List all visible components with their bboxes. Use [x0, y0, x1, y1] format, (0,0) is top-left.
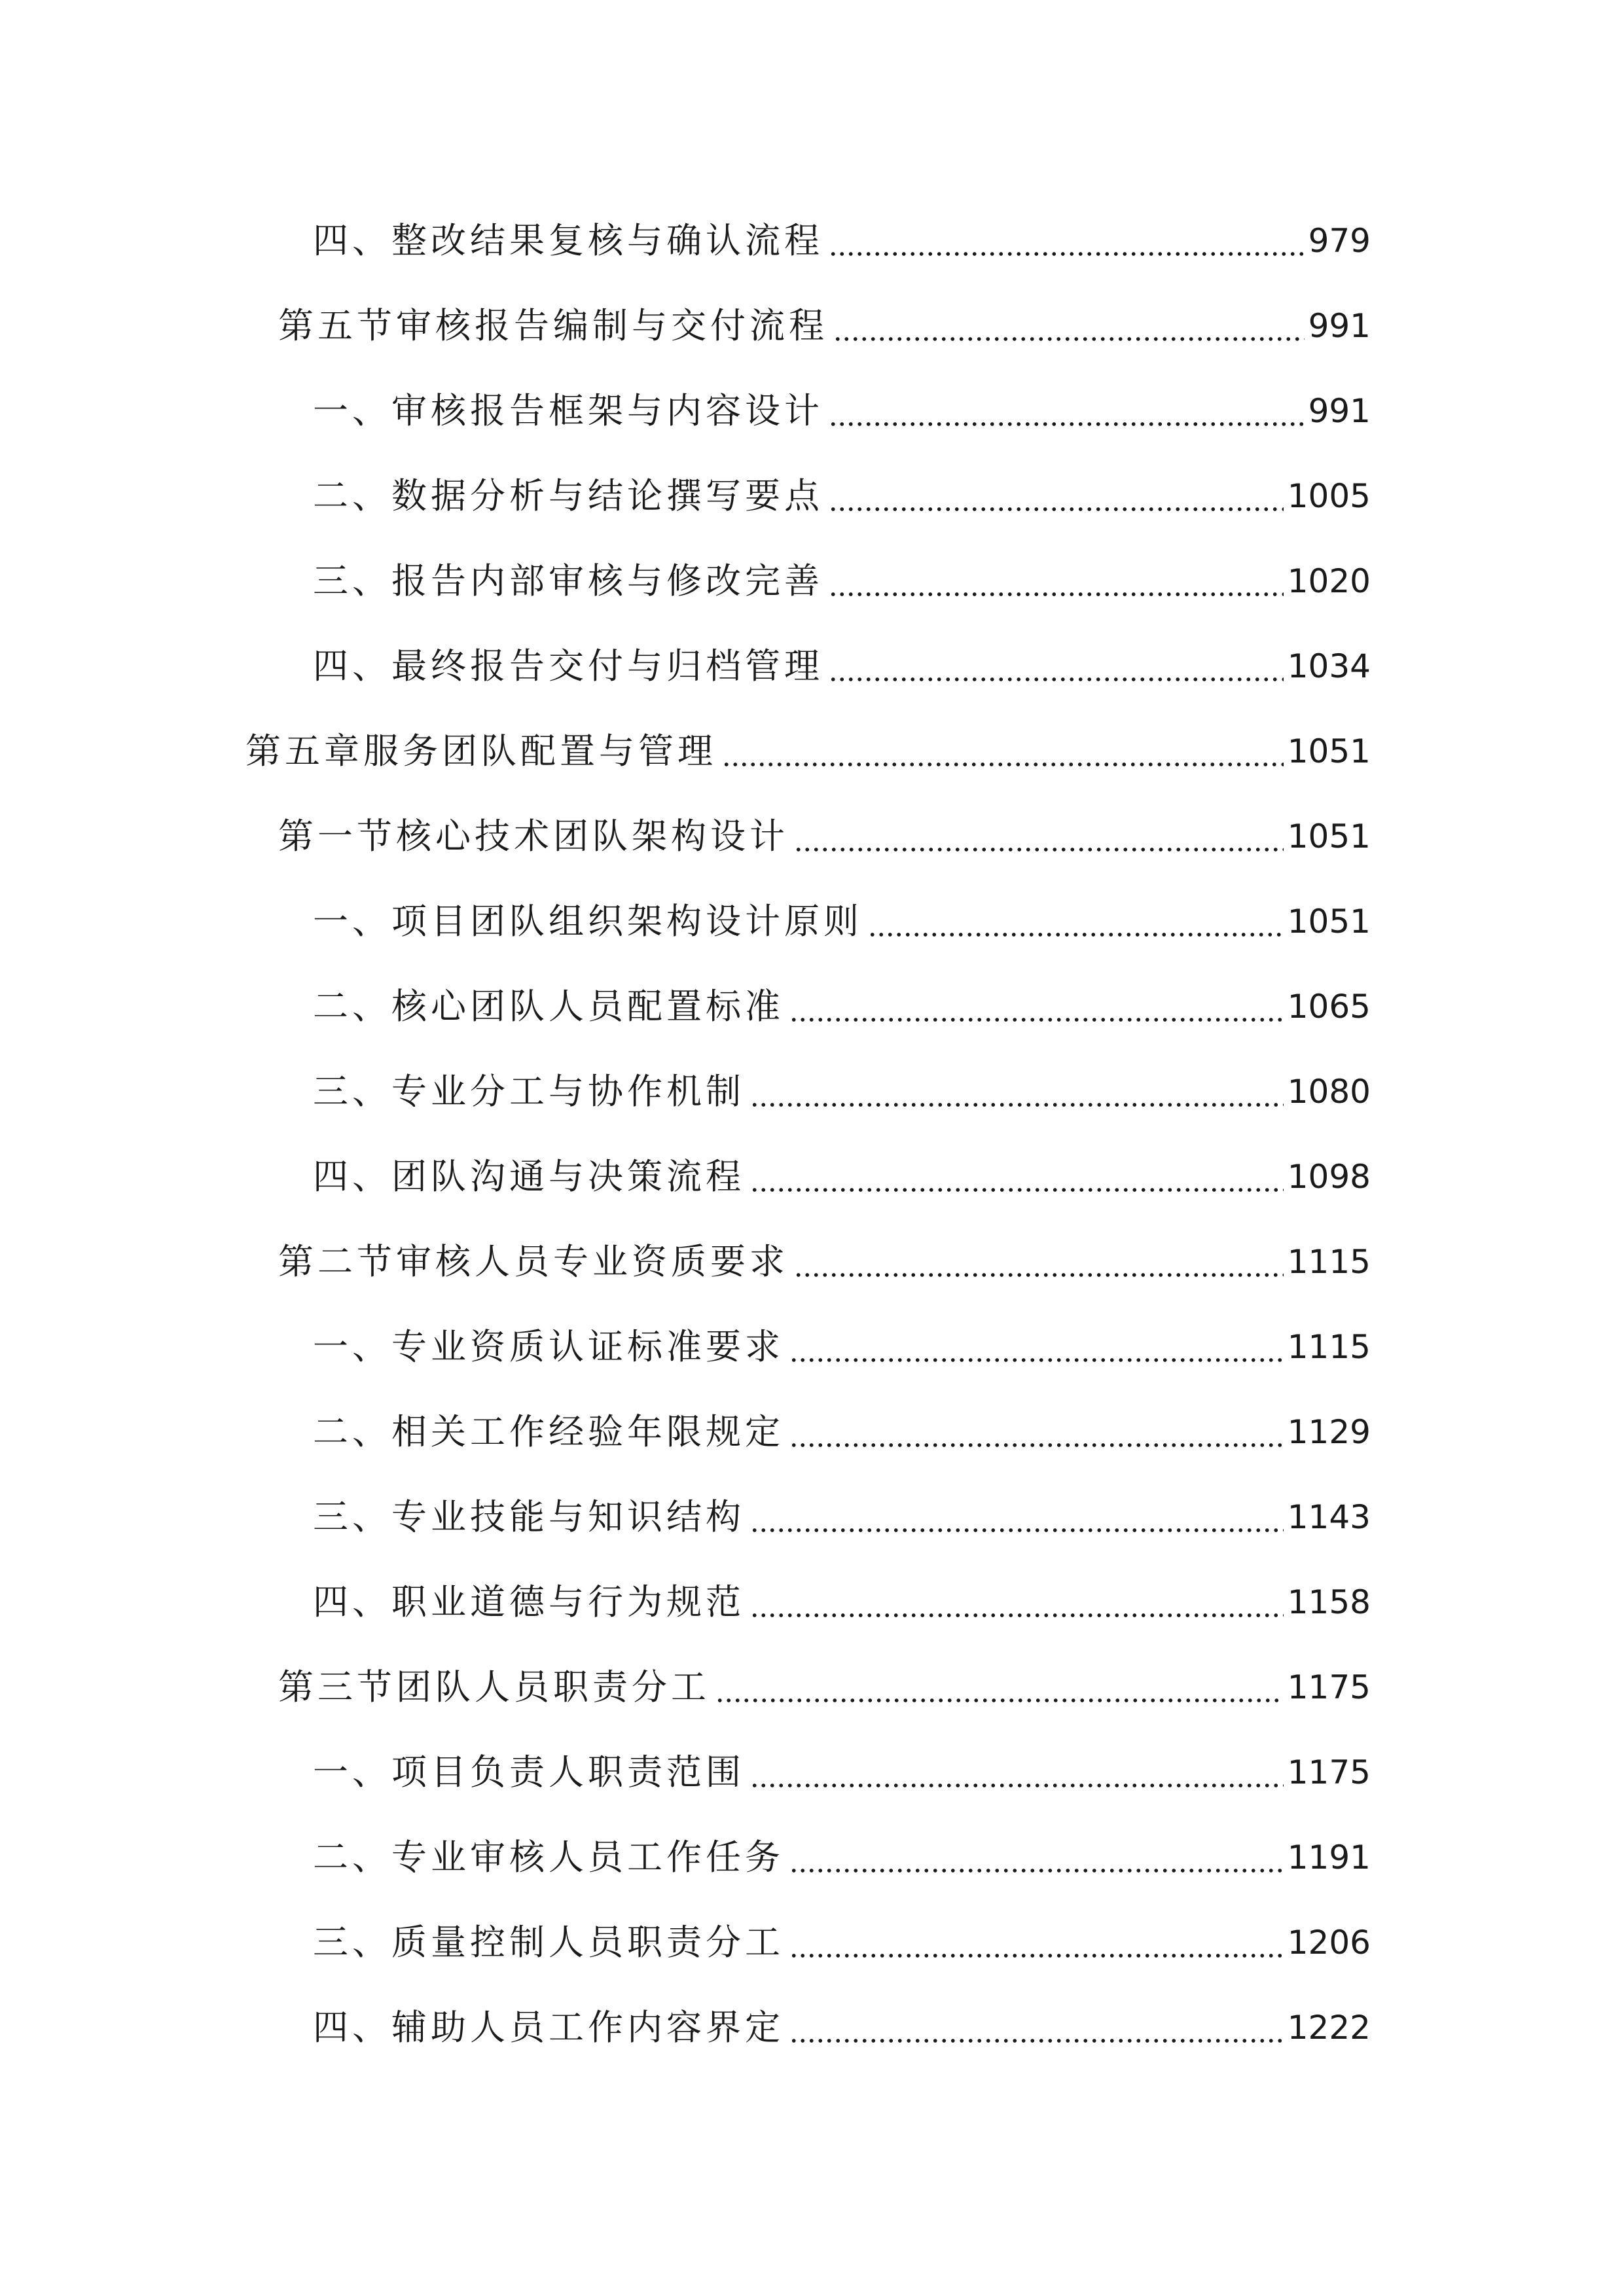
toc-entry[interactable] [313, 1145, 1371, 1198]
toc-entry-title: 一、项目团队组织架构设计原则 [313, 901, 863, 942]
toc-entry-title: 二、数据分析与结论撰写要点 [313, 475, 823, 516]
toc-page-number: 1115 [1287, 1328, 1371, 1366]
toc-entry-title: 四、辅助人员工作内容界定 [313, 2007, 784, 2048]
toc-entry-title: 三、专业分工与协作机制 [313, 1071, 745, 1112]
toc-entry[interactable] [313, 380, 1371, 432]
toc-page-number: 1065 [1287, 988, 1371, 1026]
toc-page-number: 1051 [1287, 817, 1371, 855]
toc-dot-leader [750, 1496, 1284, 1538]
toc-entry[interactable] [313, 1401, 1371, 1453]
toc-dot-leader [789, 1326, 1284, 1368]
toc-entry[interactable] [313, 465, 1371, 517]
toc-entry-title: 第一节核心技术团队架构设计 [278, 816, 789, 857]
toc-page-number: 1175 [1287, 1753, 1371, 1791]
toc-page-number: 1005 [1287, 477, 1371, 515]
toc-entry[interactable] [313, 1571, 1371, 1623]
toc-page-number: 1206 [1287, 1924, 1371, 1962]
toc-entry[interactable] [278, 1656, 1371, 1708]
toc-entry[interactable] [313, 1996, 1371, 2049]
toc-page-number: 1080 [1287, 1073, 1371, 1111]
toc-entry[interactable] [313, 550, 1371, 602]
toc-page-number: 991 [1308, 392, 1371, 430]
toc-dot-leader [833, 305, 1305, 347]
toc-page-number: 1129 [1287, 1413, 1371, 1451]
toc-dot-leader [750, 1071, 1284, 1113]
toc-dot-leader [829, 220, 1305, 262]
toc-entry-title: 四、团队沟通与决策流程 [313, 1156, 745, 1197]
toc-dot-leader [789, 1922, 1284, 1964]
toc-dot-leader [789, 1837, 1284, 1878]
toc-entry[interactable] [313, 1486, 1371, 1538]
toc-entry[interactable] [313, 975, 1371, 1028]
toc-entry-title: 四、整改结果复核与确认流程 [313, 220, 823, 261]
toc-entry[interactable] [278, 295, 1371, 347]
toc-entry[interactable] [278, 805, 1371, 857]
toc-page-number: 1051 [1287, 903, 1371, 941]
toc-entry-title: 第五章服务团队配置与管理 [245, 730, 717, 772]
toc-page-number: 1175 [1287, 1668, 1371, 1706]
toc-page-number: 1020 [1287, 562, 1371, 600]
toc-entry[interactable] [313, 635, 1371, 687]
toc-entry-title: 第二节审核人员专业资质要求 [278, 1241, 789, 1282]
toc-dot-leader [789, 2007, 1284, 2049]
toc-entry-title: 二、相关工作经验年限规定 [313, 1411, 784, 1452]
toc-dot-leader [868, 901, 1284, 942]
toc-dot-leader [789, 1411, 1284, 1453]
toc-entry[interactable] [313, 1060, 1371, 1113]
toc-dot-leader [829, 645, 1284, 687]
toc-entry[interactable] [313, 1741, 1371, 1793]
toc-entry[interactable] [278, 1230, 1371, 1283]
toc-dot-leader [715, 1666, 1284, 1708]
toc-entry[interactable] [313, 1911, 1371, 1964]
toc-dot-leader [829, 560, 1284, 602]
toc-entry-title: 二、专业审核人员工作任务 [313, 1837, 784, 1878]
toc-entry-title: 三、报告内部审核与修改完善 [313, 560, 823, 601]
toc-entry[interactable] [313, 890, 1371, 942]
toc-dot-leader [750, 1156, 1284, 1198]
toc-page-number: 1222 [1287, 2009, 1371, 2047]
toc-dot-leader [829, 390, 1305, 432]
toc-page-number: 991 [1308, 307, 1371, 345]
toc-page-number: 1191 [1287, 1839, 1371, 1876]
toc-page-number: 1034 [1287, 647, 1371, 685]
toc-entry[interactable] [313, 1826, 1371, 1878]
toc-dot-leader [750, 1581, 1284, 1623]
toc-page-number: 1098 [1287, 1158, 1371, 1196]
toc-page-number: 979 [1308, 222, 1371, 260]
toc-dot-leader [794, 1241, 1284, 1283]
toc-entry-title: 四、最终报告交付与归档管理 [313, 645, 823, 687]
toc-entry-title: 四、职业道德与行为规范 [313, 1581, 745, 1623]
toc-entry-title: 一、专业资质认证标准要求 [313, 1326, 784, 1367]
toc-dot-leader [722, 730, 1284, 772]
toc-page-number: 1158 [1287, 1583, 1371, 1621]
toc-page-number: 1051 [1287, 732, 1371, 770]
toc-entry-title: 一、项目负责人职责范围 [313, 1751, 745, 1793]
toc-entry-title: 一、审核报告框架与内容设计 [313, 390, 823, 431]
toc-entry-title: 第五节审核报告编制与交付流程 [278, 305, 828, 346]
toc-dot-leader [789, 986, 1284, 1028]
toc-dot-leader [794, 816, 1284, 857]
toc-entry-title: 第三节团队人员职责分工 [278, 1666, 710, 1708]
toc-entry[interactable] [313, 209, 1371, 262]
toc-entry[interactable] [313, 1316, 1371, 1368]
toc-dot-leader [750, 1751, 1284, 1793]
toc-entry-title: 二、核心团队人员配置标准 [313, 986, 784, 1027]
toc-entry-title: 三、质量控制人员职责分工 [313, 1922, 784, 1963]
toc-entry[interactable] [245, 720, 1371, 772]
toc-dot-leader [829, 475, 1284, 517]
toc-page-number: 1115 [1287, 1243, 1371, 1281]
toc-entry-title: 三、专业技能与知识结构 [313, 1496, 745, 1537]
toc-page-number: 1143 [1287, 1498, 1371, 1536]
